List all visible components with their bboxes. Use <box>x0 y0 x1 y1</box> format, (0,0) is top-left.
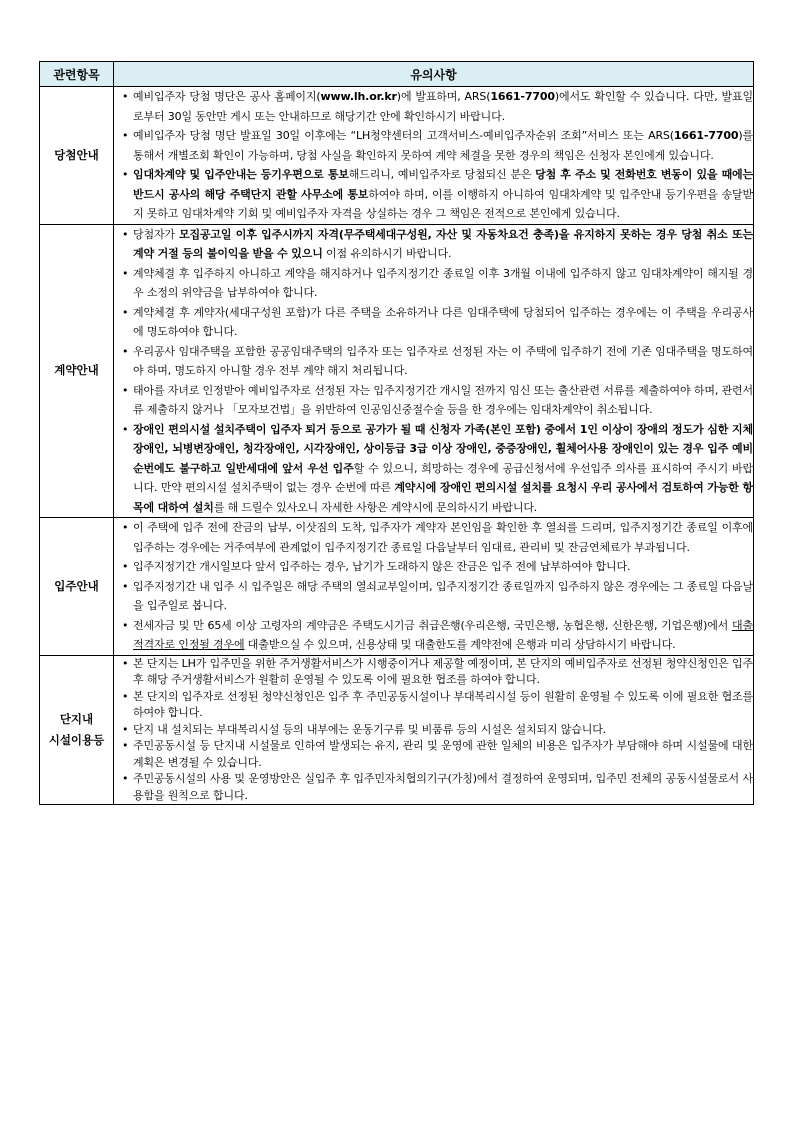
underlined-text: 대출적격자로 인정될 경우에 <box>133 618 753 651</box>
text-segment: 주민공동시설의 사용 및 운영방안은 실입주 후 입주민자치협의기구(가칭)에서 결정하여 운영되며, 입주민 전체의 공동시설물로서 사용함을 원칙으로 합니다. <box>133 772 753 802</box>
bold-text: 1661-7700 <box>673 129 739 142</box>
text-segment: )에 발표하며, ARS( <box>396 90 491 103</box>
bold-text: 1661-7700 <box>490 90 555 103</box>
notice-item <box>114 264 753 303</box>
notice-item <box>114 518 753 557</box>
section-row-move-in <box>40 518 754 656</box>
section-body-facilities <box>114 655 754 805</box>
text-segment: )에서도 확인할 수 있습니다. 다만, 발표일로부터 30일 동안만 게시 또는 안내하므로 해당기간 안에 확인하시기 바랍니다. <box>133 90 753 123</box>
category-move-in: 입주안내 <box>40 518 114 656</box>
notice-item <box>114 557 753 577</box>
text-segment: 입주지정기간 내 입주 시 입주일은 해당 주택의 열쇠교부일이며, 입주지정기간 종료일까지 입주하지 않은 경우에는 그 종료일 다음날을 입주일로 봅니다. <box>133 579 753 612</box>
text-segment: 본 단지는 LH가 입주민을 위한 주거생활서비스가 시행중이거나 제공할 예정이며, 본 단지의 예비입주자로 선정된 청약신청인은 입주후 해당 주거생활서비스가 원활히 운영될 수 있도록 이에 필요한 협조를 하여야 합니다. <box>133 656 753 686</box>
text-segment: 전세자금 및 만 65세 이상 고령자의 계약금은 주택도시기금 취급은행(우리은행, 국민은행, 농협은행, 신한은행, 기업은행)에서 <box>133 618 733 632</box>
table-header-row <box>40 62 754 87</box>
bold-text: www.lh.or.kr <box>320 90 397 103</box>
category-contract: 계약안내 <box>40 224 114 518</box>
notice-item <box>114 722 753 739</box>
notice-item <box>114 420 753 518</box>
section-row-facilities <box>40 655 754 805</box>
category-line: 시설이용등 <box>48 732 105 747</box>
notice-item <box>114 577 753 616</box>
notice-list <box>114 656 753 805</box>
text-segment: 본 단지의 입주자로 선정된 청약신청인은 입주 후 주민공동시설이나 부대복리시설 등이 원활히 운영될 수 있도록 이에 필요한 협조를 하여야 합니다. <box>133 689 753 719</box>
text-segment: )를 통해서 개별조회 확인이 가능하며, 당첨 사실을 확인하지 못하여 계약 체결을 못한 경우의 책임은 신청자 본인에게 있습니다. <box>133 129 753 162</box>
text-segment: 입주지정기간 개시일보다 앞서 입주하는 경우, 납기가 도래하지 않은 잔금은 입주 전에 납부하여야 합니다. <box>133 560 631 573</box>
notice-item <box>114 656 753 689</box>
text-segment: 하여야 하며, 이를 이행하지 아니하여 임대차계약 및 입주안내 등기우편을 송달받지 못하고 임대차계약 기회 및 예비입주자 자격을 상실하는 경우 그 책임은 전적으로 본인에게 있습니다. <box>133 187 753 220</box>
section-body-move-in <box>114 518 754 656</box>
text-segment: 당첨자가 <box>133 227 179 241</box>
category-facilities <box>40 655 114 805</box>
notice-item <box>114 738 753 771</box>
notice-item <box>114 342 753 381</box>
notice-list <box>114 518 753 655</box>
notice-item <box>114 303 753 342</box>
section-body-winning <box>114 87 754 225</box>
header-related-item: 관련항목 <box>40 62 114 87</box>
text-segment: 계약체결 후 계약자(세대구성원 포함)가 다른 주택을 소유하거나 다른 임대주택에 당첨되어 입주하는 경우에는 이 주택을 우리공사에 명도하여야 합니다. <box>133 305 753 338</box>
text-segment: 이 주택에 입주 전에 잔금의 납부, 이삿짐의 도착, 입주자가 계약자 본인임을 확인한 후 열쇠를 드리며, 입주지정기간 종료일 이후에 입주하는 경우에는 거주여부에 관계없이 입주지정기간 종료일 다음날부터 임대료, 관리비 및 잔금연체료가 부과됩니다. <box>133 521 753 554</box>
notice-list <box>114 225 753 518</box>
notice-item <box>114 225 753 264</box>
text-segment: 할 수 있으니, 희망하는 경우에 공급신청서에 우선입주 의사를 표시하여 주시기 바랍니다. 만약 편의시설 설치주택이 없는 경우 순번에 따른 <box>133 461 753 494</box>
bold-text: 임대차계약 및 입주안내는 등기우편으로 통보 <box>133 168 349 181</box>
section-body-contract <box>114 224 754 518</box>
section-row-winning <box>40 87 754 225</box>
text-segment: 해드리니, 예비입주자로 당첨되신 분은 <box>348 168 536 181</box>
text-segment: 를 해 드릴수 있사오니 자세한 사항은 계약시에 문의하시기 바랍니다. <box>213 500 538 514</box>
notice-item <box>114 381 753 420</box>
category-line: 단지내 <box>59 711 94 726</box>
text-segment: 대출받으실 수 있으며, 신용상태 및 대출한도를 계약전에 은행과 미리 상담하시기 바랍니다. <box>244 638 676 651</box>
text-segment: 주민공동시설 등 단지내 시설물로 인하여 발생되는 유지, 관리 및 운영에 관한 일체의 비용은 입주자가 부담해야 하며 시설물에 대한 계획은 변경될 수 있습니다. <box>133 739 753 769</box>
notice-item <box>114 165 753 224</box>
notice-item <box>114 616 753 655</box>
bold-text: 장애인 편의시설 설치주택이 입주자 퇴거 등으로 공가가 될 때 신청자 가족(본인 포함) 중에서 1인 이상이 장애의 정도가 심한 지체장애인, 뇌병변장애인, 청각장애인, 시각장애인, 상이등급 3급 이상 장애인, 중증장애인, 휠체어사용 장애인이 있는 경우 입주 예비순번에도 불구하고 일반세대에 앞서 우선 입주 <box>133 422 753 475</box>
text-segment: 단지 내 설치되는 부대복리시설 등의 내부에는 운동기구류 및 비품류 등의 시설은 설치되지 않습니다. <box>133 722 607 736</box>
category-winning: 당첨안내 <box>40 87 114 225</box>
notice-item <box>114 771 753 804</box>
bold-text: 모집공고일 이후 입주시까지 자격(무주택세대구성원, 자산 및 자동차요건 충족)을 유지하지 못하는 경우 당첨 취소 또는 계약 거절 등의 불이익을 받을 수 있으니 <box>133 227 753 260</box>
notice-item <box>114 126 753 165</box>
text-segment: 우리공사 임대주택을 포함한 공공임대주택의 입주자 또는 입주자로 선정된 자는 이 주택에 입주하기 전에 기존 임대주택을 명도하여야 하며, 명도하지 아니할 경우 전부 계약 해지 처리됩니다. <box>133 344 753 377</box>
notice-list <box>114 87 753 224</box>
notice-item <box>114 689 753 722</box>
text-segment: 이점 유의하시기 바랍니다. <box>322 247 452 260</box>
bold-text: 계약시에 장애인 편의시설 설치를 요청시 우리 공사에서 검토하여 가능한 항목에 대하여 설치 <box>133 481 753 514</box>
text-segment: 계약체결 후 입주하지 아니하고 계약을 해지하거나 입주지정기간 종료일 이후 3개월 이내에 입주하지 않고 임대차계약이 해지될 경우 소정의 위약금을 납부하여야 합니다. <box>133 266 753 299</box>
text-segment: 예비입주자 당첨 명단 발표일 30일 이후에는 “LH청약센터의 고객서비스-예비입주자순위 조회”서비스 또는 ARS( <box>133 129 674 142</box>
section-row-contract <box>40 224 754 518</box>
notice-item <box>114 87 753 126</box>
notice-table <box>39 61 754 805</box>
text-segment: 태아를 자녀로 인정받아 예비입주자로 선정된 자는 입주지정기간 개시일 전까지 임신 또는 출산관련 서류를 제출하여야 하며, 관련서류 제출하지 않거나 「모자보건법」을 위반하여 인공임신중절수술 등을 한 경우에는 임대차계약이 취소됩니다. <box>133 383 753 416</box>
header-notes: 유의사항 <box>114 62 754 87</box>
bold-text: 당첨 후 주소 및 전화번호 변동이 있을 때에는 반드시 공사의 해당 주택단지 관할 사무소에 통보 <box>133 168 754 201</box>
text-segment: 예비입주자 당첨 명단은 공사 홈페이지( <box>133 90 321 103</box>
